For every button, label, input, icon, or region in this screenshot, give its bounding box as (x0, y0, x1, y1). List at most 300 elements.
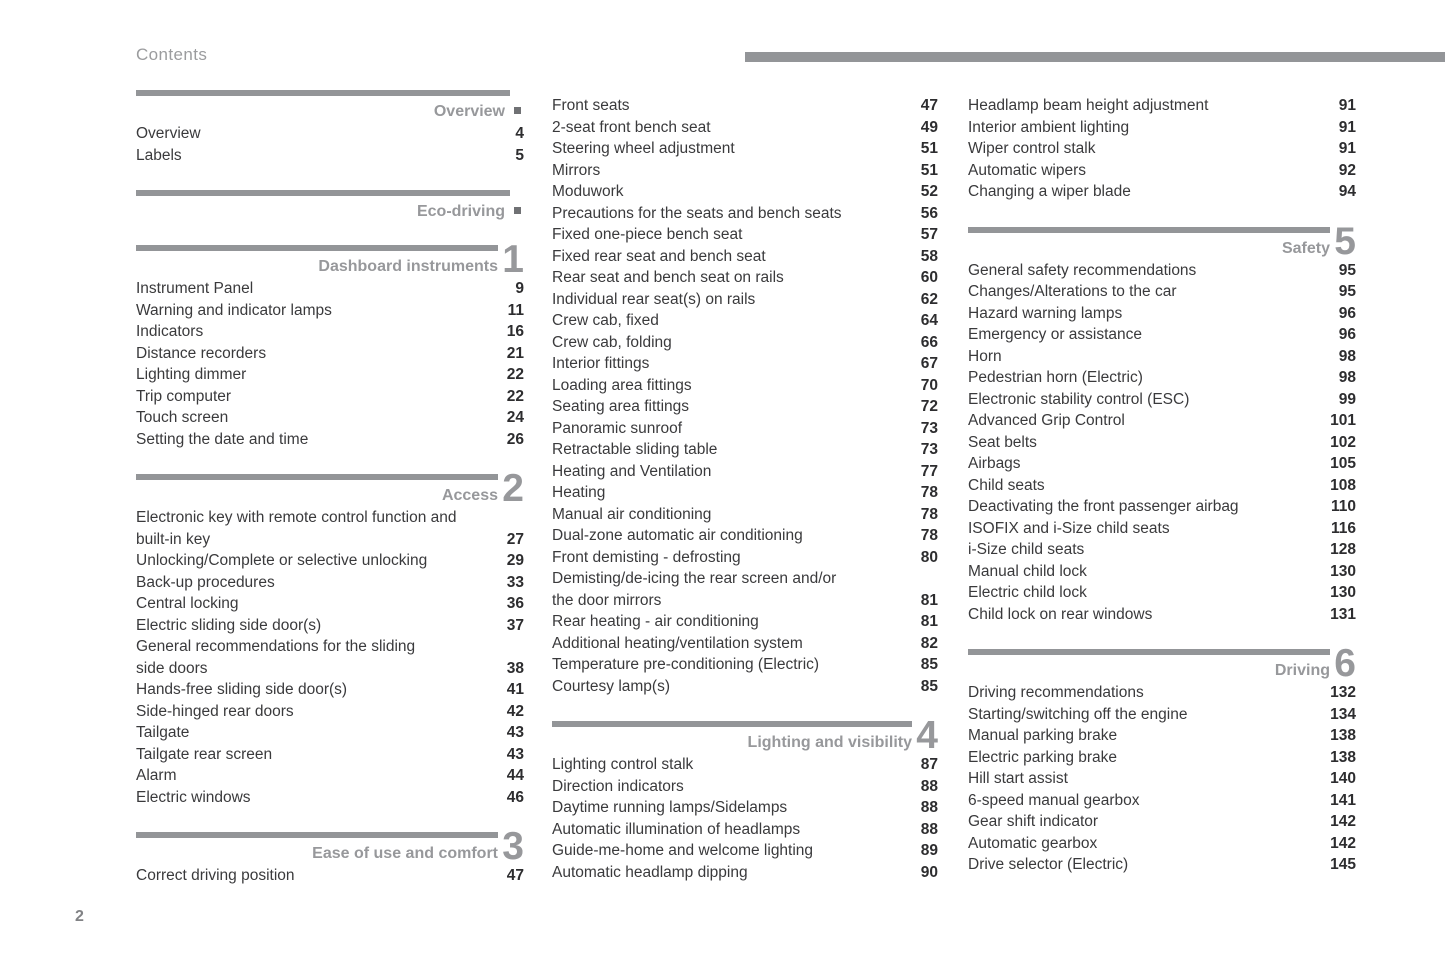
toc-entry-label: Loading area fittings (552, 376, 692, 394)
toc-entry (968, 854, 1356, 876)
toc-entry-label: Changes/Alterations to the car (968, 283, 1177, 300)
toc-entry-label: Electronic stability control (ESC) (968, 390, 1190, 408)
toc-entry (968, 682, 1356, 704)
toc-entry-page: 78 (920, 527, 938, 544)
toc-entry-page: 95 (1338, 283, 1356, 300)
toc-entry (136, 386, 524, 408)
toc-entry-page: 67 (920, 355, 938, 372)
toc-entry-label: Automatic illumination of headlamps (552, 820, 801, 838)
toc-entry-page: 95 (1338, 261, 1356, 279)
toc-entry-label: Pedestrian horn (Electric) (968, 369, 1143, 386)
top-rule (745, 52, 1445, 62)
toc-entry-page: 43 (506, 724, 524, 741)
toc-entry-page: 141 (1330, 791, 1356, 809)
toc-entry-page: 98 (1338, 369, 1356, 386)
toc-entry (968, 790, 1356, 812)
toc-entry-label: ISOFIX and i-Size child seats (968, 519, 1170, 537)
toc-entry (968, 181, 1356, 203)
toc-entry-label: Warning and indicator lamps (136, 301, 332, 319)
toc-entry-page: 96 (1338, 326, 1356, 343)
toc-entry (136, 300, 524, 322)
toc-entry (968, 346, 1356, 368)
section-header (136, 825, 524, 868)
toc-section-access (136, 467, 524, 808)
toc-entry-label: Steering wheel adjustment (552, 140, 735, 157)
section-rule (552, 721, 912, 727)
toc-entry (136, 550, 524, 572)
toc-entry (552, 776, 938, 798)
toc-entry-page: 38 (506, 659, 524, 677)
toc-entry-page: 131 (1330, 605, 1356, 623)
toc-entry-label: Electric windows (136, 788, 251, 806)
toc-entry (552, 289, 938, 311)
toc-entry-label: Lighting dimmer (136, 366, 247, 383)
page-title: Contents (136, 45, 208, 64)
toc-entry-page: 41 (506, 681, 524, 698)
toc-entry-label: Interior fittings (552, 355, 650, 372)
chapter-number: 4 (916, 714, 938, 757)
toc-entry (136, 701, 524, 723)
toc-section-dashboard-instruments (136, 238, 524, 450)
toc-entry-page: 138 (1330, 727, 1356, 744)
chapter-number: 3 (502, 825, 524, 868)
toc-entry-page: 73 (920, 441, 938, 458)
toc-entry (552, 310, 938, 332)
toc-entry-label: Manual air conditioning (552, 505, 712, 523)
toc-entry (552, 353, 938, 375)
section-title: Overview (433, 103, 505, 120)
toc-entry-page: 21 (506, 344, 524, 362)
toc-entry-label: Lighting control stalk (552, 756, 694, 773)
section-rule (136, 474, 498, 480)
section-title: Lighting and visibility (747, 734, 912, 751)
toc-entry (136, 407, 524, 429)
toc-entry (968, 432, 1356, 454)
toc-entry-label: Labels (136, 146, 182, 164)
chapter-number: 6 (1334, 642, 1356, 685)
toc-entry-page: 58 (920, 247, 938, 265)
toc-entry-page: 9 (515, 280, 524, 297)
toc-entry-page: 101 (1330, 412, 1356, 429)
toc-entry-label: Airbags (968, 455, 1021, 472)
toc-entry (136, 865, 524, 887)
toc-entry (136, 572, 524, 594)
toc-entry (552, 203, 938, 225)
toc-entry (552, 525, 938, 547)
toc-entry (552, 160, 938, 182)
toc-entry (552, 138, 938, 160)
toc-entry-label: Correct driving position (136, 867, 295, 884)
toc-entry-page: 145 (1330, 856, 1356, 873)
toc-entry-page: 108 (1330, 476, 1356, 494)
toc-entry-label: Crew cab, fixed (552, 312, 659, 329)
toc-entry (552, 676, 938, 698)
toc-entry (968, 367, 1356, 389)
section-rule (968, 649, 1330, 655)
toc-entry-page: 44 (506, 767, 524, 784)
toc-entry-page: 78 (920, 505, 938, 523)
section-title: Dashboard instruments (318, 258, 498, 275)
toc-entry-page: 102 (1330, 433, 1356, 451)
toc-entry-page: 128 (1330, 541, 1356, 558)
toc-entry-label: Moduwork (552, 183, 624, 200)
section-title: Eco-driving (416, 203, 505, 220)
toc-entry (968, 518, 1356, 540)
toc-entry (552, 224, 938, 246)
toc-entry (136, 787, 524, 809)
toc-entry-page: 56 (920, 204, 938, 222)
toc-entry-page: 11 (507, 301, 524, 319)
toc-entry (552, 504, 938, 526)
toc-section-continued (552, 95, 938, 697)
section-rule (968, 227, 1330, 233)
toc-entry-page: 73 (920, 419, 938, 437)
toc-entry (136, 123, 524, 145)
toc-entry-label: Fixed rear seat and bench seat (552, 247, 766, 265)
toc-entry (968, 561, 1356, 583)
toc-entry-page: 140 (1330, 770, 1356, 787)
toc-entry (552, 375, 938, 397)
toc-entry-page: 47 (506, 867, 524, 884)
toc-entry (136, 507, 524, 550)
toc-column-1 (136, 90, 524, 911)
toc-entry-page: 4 (515, 125, 524, 142)
toc-entry-label: Rear heating - air conditioning (552, 613, 759, 630)
toc-entry-label: Manual parking brake (968, 727, 1118, 744)
toc-column-2 (552, 95, 938, 907)
toc-entry-page: 105 (1330, 455, 1356, 472)
toc-entry-label: Drive selector (Electric) (968, 856, 1129, 873)
toc-entry-label: Instrument Panel (136, 280, 254, 297)
toc-entry (968, 389, 1356, 411)
toc-entry-page: 88 (920, 820, 938, 838)
toc-entry-page: 88 (920, 799, 938, 816)
toc-entry-page: 33 (506, 573, 524, 591)
toc-entry-label: Electric child lock (968, 584, 1087, 601)
toc-entry-page: 89 (920, 842, 938, 859)
toc-entry-page: 87 (920, 756, 938, 773)
toc-entry-page: 37 (506, 616, 524, 634)
toc-entry (552, 547, 938, 569)
toc-entry-page: 82 (920, 634, 938, 652)
toc-entry-page: 130 (1330, 584, 1356, 601)
toc-entry-label: Crew cab, folding (552, 333, 672, 351)
toc-entry (552, 396, 938, 418)
toc-entry (968, 747, 1356, 769)
toc-entry (968, 410, 1356, 432)
toc-entry-label: Automatic wipers (968, 161, 1087, 179)
toc-entry-label: Direction indicators (552, 777, 684, 795)
toc-entry-page: 66 (920, 333, 938, 351)
toc-entry-label: Daytime running lamps/Sidelamps (552, 799, 788, 816)
toc-entry-label: Side-hinged rear doors (136, 702, 294, 720)
toc-entry (968, 496, 1356, 518)
toc-entry-page: 96 (1338, 304, 1356, 322)
toc-entry-page: 36 (506, 595, 524, 612)
toc-entry (968, 475, 1356, 497)
toc-entry-label: Individual rear seat(s) on rails (552, 290, 756, 308)
toc-column-3 (968, 95, 1356, 900)
toc-entry-label: Demisting/de-icing the rear screen and/or the door mirrors (552, 570, 837, 609)
toc-entry (968, 95, 1356, 117)
toc-entry-page: 88 (920, 777, 938, 795)
toc-entry-label: Manual child lock (968, 562, 1087, 580)
toc-entry (136, 429, 524, 451)
toc-entry-page: 57 (920, 226, 938, 243)
toc-entry-page: 5 (515, 146, 524, 164)
toc-entry-label: Retractable sliding table (552, 441, 718, 458)
toc-entry (552, 181, 938, 203)
toc-entry (968, 117, 1356, 139)
toc-entry-label: Horn (968, 347, 1002, 365)
toc-entry (552, 819, 938, 841)
toc-entry (552, 246, 938, 268)
toc-entry-page: 92 (1338, 161, 1356, 179)
toc-entry (552, 95, 938, 117)
toc-entry-label: Alarm (136, 767, 177, 784)
toc-entry-label: Touch screen (136, 409, 229, 426)
section-title: Driving (1274, 662, 1330, 679)
section-square-icon (514, 207, 521, 214)
toc-entry (136, 615, 524, 637)
toc-entry-page: 78 (920, 484, 938, 501)
toc-entry-label: Electric sliding side door(s) (136, 616, 322, 634)
toc-entry (552, 332, 938, 354)
toc-entry (968, 811, 1356, 833)
toc-entry-label: Seat belts (968, 433, 1037, 451)
toc-entry-page: 110 (1330, 498, 1356, 515)
chapter-number: 2 (502, 467, 524, 510)
toc-entry-page: 22 (506, 366, 524, 383)
toc-entry-label: Heating and Ventilation (552, 462, 712, 480)
toc-entry-page: 81 (920, 591, 938, 609)
toc-entry (552, 654, 938, 676)
toc-entry-page: 98 (1338, 347, 1356, 365)
toc-entry-page: 80 (920, 548, 938, 566)
toc-entry-label: Child seats (968, 476, 1045, 494)
toc-entry-label: Central locking (136, 595, 239, 612)
toc-entry-page: 116 (1330, 519, 1356, 537)
toc-entry (552, 862, 938, 884)
toc-entry (136, 744, 524, 766)
toc-entry-label: Electronic key with remote control function and built-in key (136, 509, 457, 548)
toc-entry (968, 539, 1356, 561)
toc-entry-label: Courtesy lamp(s) (552, 677, 670, 695)
toc-entry (968, 582, 1356, 604)
toc-entry (552, 267, 938, 289)
toc-section-safety (968, 219, 1356, 626)
toc-entry (968, 704, 1356, 726)
toc-entry (136, 343, 524, 365)
toc-entry-page: 26 (506, 430, 524, 448)
toc-section-ease-of-use-and-comfort (136, 825, 524, 887)
toc-entry-page: 64 (920, 312, 938, 329)
toc-entry-page: 62 (920, 290, 938, 308)
toc-section-eco-driving (136, 190, 524, 221)
toc-entry-label: 2-seat front bench seat (552, 118, 711, 136)
toc-entry-label: Deactivating the front passenger airbag (968, 498, 1239, 515)
toc-entry-page: 51 (920, 140, 938, 157)
toc-entry (136, 722, 524, 744)
section-rule (136, 832, 498, 838)
toc-entry-label: Precautions for the seats and bench seats (552, 204, 842, 222)
toc-entry-label: Overview (136, 125, 201, 142)
toc-entry-page: 52 (920, 183, 938, 200)
toc-entry-label: Dual-zone automatic air conditioning (552, 527, 803, 544)
toc-entry (968, 833, 1356, 855)
toc-entry-page: 49 (920, 118, 938, 136)
toc-entry-label: Hill start assist (968, 770, 1068, 787)
toc-entry (968, 260, 1356, 282)
toc-entry-page: 134 (1330, 705, 1356, 723)
toc-entry-page: 60 (920, 269, 938, 286)
toc-entry (552, 797, 938, 819)
toc-entry (968, 281, 1356, 303)
toc-section-driving (968, 642, 1356, 876)
toc-entry-page: 142 (1330, 834, 1356, 852)
toc-entry (136, 145, 524, 167)
section-title: Safety (1281, 239, 1330, 257)
toc-entry-page: 91 (1338, 140, 1356, 157)
toc-section-continued (968, 95, 1356, 203)
toc-entry-page: 42 (506, 702, 524, 720)
toc-entry-page: 43 (506, 745, 524, 763)
section-header (136, 190, 524, 221)
section-title: Access (441, 487, 498, 504)
toc-entry-label: Automatic headlamp dipping (552, 863, 748, 881)
section-square-icon (514, 107, 521, 114)
toc-entry-label: Hazard warning lamps (968, 304, 1123, 322)
toc-entry-page: 142 (1330, 813, 1356, 830)
toc-entry-label: Starting/switching off the engine (968, 705, 1188, 723)
toc-entry-label: Unlocking/Complete or selective unlocking (136, 552, 428, 569)
toc-entry-label: Setting the date and time (136, 430, 309, 448)
toc-entry-label: Electric parking brake (968, 748, 1118, 766)
toc-entry-label: Emergency or assistance (968, 326, 1143, 343)
toc-entry-page: 77 (920, 462, 938, 480)
toc-entry-page: 91 (1338, 118, 1356, 136)
toc-entry-label: Wiper control stalk (968, 140, 1096, 157)
toc-entry-label: General recommendations for the sliding side doors (136, 638, 416, 677)
toc-entry-label: Additional heating/ventilation system (552, 634, 803, 652)
toc-entry-page: 132 (1330, 684, 1356, 701)
toc-entry-label: Trip computer (136, 387, 232, 405)
toc-entry (552, 840, 938, 862)
toc-entry-label: Fixed one-piece bench seat (552, 226, 743, 243)
toc-section-lighting-and-visibility (552, 714, 938, 883)
toc-entry-page: 70 (920, 376, 938, 394)
toc-entry (968, 725, 1356, 747)
toc-entry-label: Temperature pre-conditioning (Electric) (552, 656, 820, 673)
toc-entry-label: Front seats (552, 97, 630, 114)
toc-entry-label: i-Size child seats (968, 541, 1085, 558)
section-header (968, 642, 1356, 685)
toc-entry-page: 29 (506, 552, 524, 569)
toc-entry-page: 51 (920, 161, 938, 179)
toc-entry (552, 461, 938, 483)
toc-entry (968, 160, 1356, 182)
section-header (136, 238, 524, 281)
section-header (136, 90, 524, 121)
toc-entry-page: 85 (920, 656, 938, 673)
toc-entry-label: Hands-free sliding side door(s) (136, 681, 348, 698)
folio-page-number: 2 (75, 908, 84, 925)
toc-entry (552, 418, 938, 440)
chapter-number: 5 (1334, 219, 1356, 263)
section-rule (136, 90, 510, 96)
toc-entry (136, 321, 524, 343)
toc-entry-label: Changing a wiper blade (968, 183, 1131, 200)
toc-entry (552, 611, 938, 633)
toc-entry-label: Child lock on rear windows (968, 605, 1153, 623)
toc-entry (968, 768, 1356, 790)
toc-entry-label: Seating area fittings (552, 398, 690, 415)
toc-entry-label: General safety recommendations (968, 261, 1197, 279)
toc-entry-label: Headlamp beam height adjustment (968, 97, 1209, 114)
toc-entry-page: 72 (920, 398, 938, 415)
toc-entry (968, 138, 1356, 160)
toc-entry (552, 439, 938, 461)
toc-entry-label: Indicators (136, 323, 204, 340)
toc-entry-label: Driving recommendations (968, 684, 1144, 701)
toc-entry-label: 6-speed manual gearbox (968, 791, 1140, 809)
toc-entry-page: 81 (920, 613, 938, 630)
toc-entry (968, 453, 1356, 475)
toc-entry-label: Heating (552, 484, 606, 501)
section-header (968, 219, 1356, 263)
toc-entry-label: Advanced Grip Control (968, 412, 1125, 429)
toc-entry (968, 303, 1356, 325)
toc-entry-label: Automatic gearbox (968, 834, 1098, 852)
toc-entry (552, 633, 938, 655)
toc-entry-label: Front demisting - defrosting (552, 548, 741, 566)
section-header (136, 467, 524, 510)
toc-entry-label: Rear seat and bench seat on rails (552, 269, 784, 286)
toc-entry-label: Back-up procedures (136, 573, 275, 591)
toc-entry-label: Distance recorders (136, 344, 267, 362)
section-rule (136, 190, 510, 196)
toc-entry (968, 604, 1356, 626)
toc-entry-label: Tailgate rear screen (136, 745, 273, 763)
toc-entry-page: 16 (506, 323, 524, 340)
toc-entry-page: 99 (1338, 390, 1356, 408)
toc-entry-label: Tailgate (136, 724, 190, 741)
toc-entry (136, 636, 524, 679)
section-rule (136, 245, 498, 251)
toc-entry (136, 364, 524, 386)
toc-entry-page: 85 (920, 677, 938, 695)
toc-entry-label: Mirrors (552, 161, 601, 179)
toc-entry-label: Panoramic sunroof (552, 419, 683, 437)
toc-entry-page: 22 (506, 387, 524, 405)
section-header (552, 714, 938, 757)
toc-entry (552, 754, 938, 776)
chapter-number: 1 (502, 238, 524, 281)
toc-entry-page: 46 (506, 788, 524, 806)
toc-entry (136, 765, 524, 787)
toc-entry-label: Interior ambient lighting (968, 118, 1130, 136)
toc-entry-page: 90 (920, 863, 938, 881)
toc-section-overview (136, 90, 524, 166)
toc-entry-page: 24 (506, 409, 524, 426)
toc-entry-label: Guide-me-home and welcome lighting (552, 842, 814, 859)
toc-entry (552, 482, 938, 504)
toc-entry (136, 679, 524, 701)
toc-entry-page: 94 (1338, 183, 1356, 200)
toc-entry (552, 568, 938, 611)
toc-entry-label: Gear shift indicator (968, 813, 1099, 830)
toc-entry (968, 324, 1356, 346)
